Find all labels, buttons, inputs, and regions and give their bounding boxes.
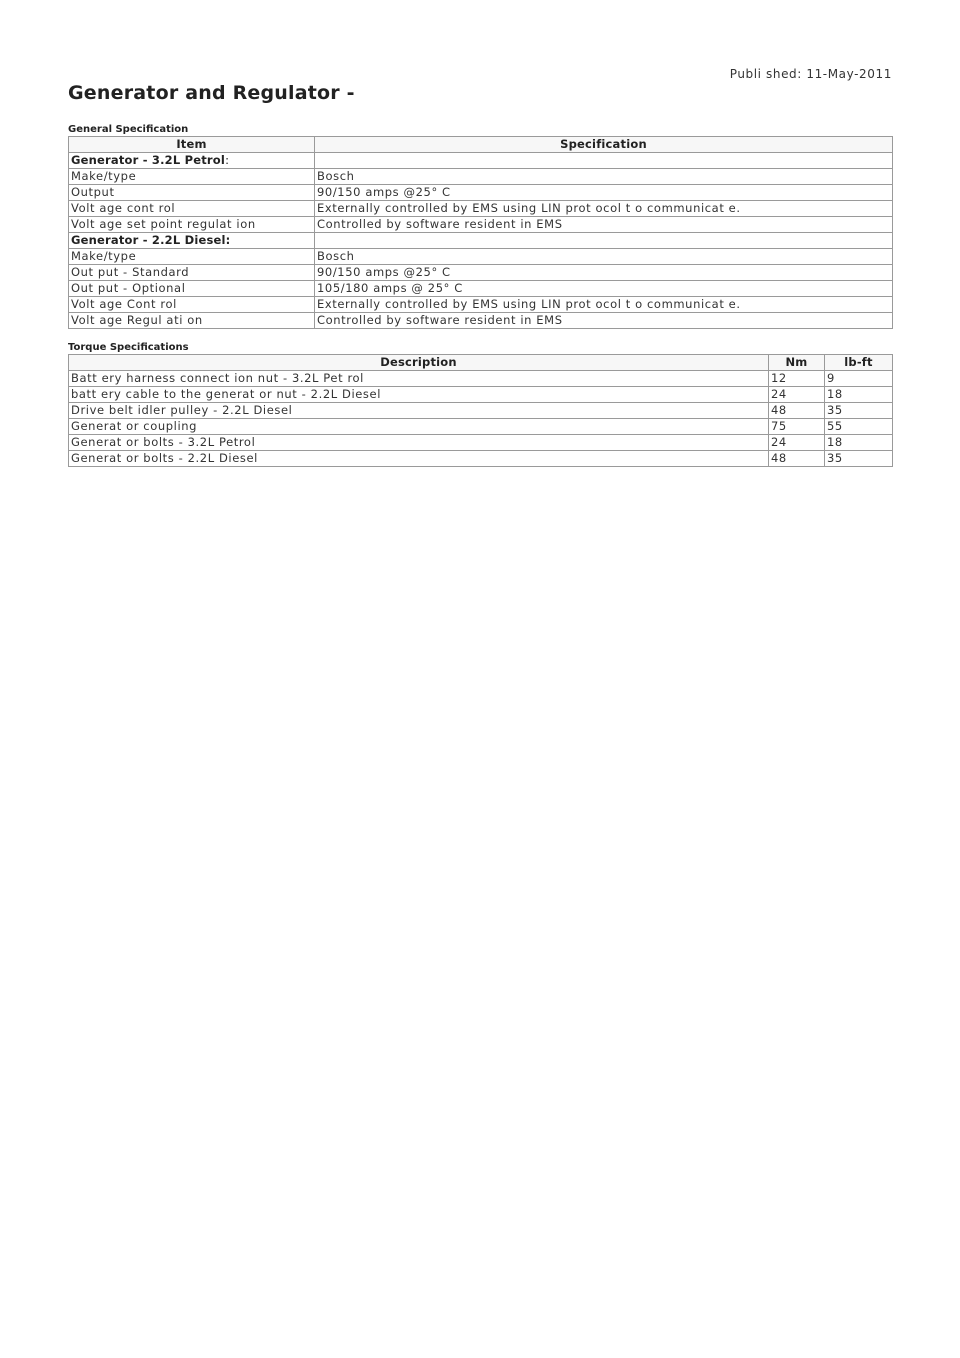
item-cell: Out put - Optional	[69, 281, 315, 297]
table-row	[69, 313, 893, 329]
group-header-row	[69, 233, 893, 249]
table-row	[69, 435, 893, 451]
item-cell: Out put - Standard	[69, 265, 315, 281]
nm-cell: 24	[769, 435, 825, 451]
item-cell: Make/type	[69, 249, 315, 265]
table-header-row	[69, 355, 893, 371]
table-row	[69, 169, 893, 185]
description-cell: Drive belt idler pulley - 2.2L Diesel	[69, 403, 769, 419]
specification-cell: Controlled by software resident in EMS	[315, 313, 893, 329]
table-row	[69, 249, 893, 265]
nm-cell: 48	[769, 403, 825, 419]
group-empty-cell	[315, 153, 893, 169]
description-cell: batt ery cable to the generat or nut - 2.2L Diesel	[69, 387, 769, 403]
lb-ft-cell: 35	[825, 451, 893, 467]
general-specification-heading: General Specification	[68, 124, 189, 135]
group-label-suffix: :	[225, 153, 230, 167]
table-row	[69, 371, 893, 387]
table-row	[69, 201, 893, 217]
column-header-description: Description	[69, 355, 769, 371]
description-cell: Batt ery harness connect ion nut - 3.2L Pet rol	[69, 371, 769, 387]
nm-cell: 12	[769, 371, 825, 387]
column-header-nm: Nm	[769, 355, 825, 371]
column-header-lb-ft: lb-ft	[825, 355, 893, 371]
nm-cell: 48	[769, 451, 825, 467]
specification-cell: Bosch	[315, 249, 893, 265]
general-specification-table	[68, 136, 893, 329]
item-cell: Volt age Regul ati on	[69, 313, 315, 329]
torque-specifications-heading: Torque Specifications	[68, 342, 189, 353]
specification-cell: Controlled by software resident in EMS	[315, 217, 893, 233]
lb-ft-cell: 35	[825, 403, 893, 419]
item-cell: Volt age Cont rol	[69, 297, 315, 313]
nm-cell: 24	[769, 387, 825, 403]
specification-cell: Externally controlled by EMS using LIN prot ocol t o communicat e.	[315, 297, 893, 313]
lb-ft-cell: 18	[825, 387, 893, 403]
group-label	[69, 153, 315, 169]
description-cell: Generat or bolts - 2.2L Diesel	[69, 451, 769, 467]
page-title: Generator and Regulator -	[68, 82, 355, 104]
specification-cell: 90/150 amps @25° C	[315, 185, 893, 201]
item-cell: Output	[69, 185, 315, 201]
column-header-item: Item	[69, 137, 315, 153]
lb-ft-cell: 9	[825, 371, 893, 387]
description-cell: Generat or coupling	[69, 419, 769, 435]
specification-cell: Externally controlled by EMS using LIN prot ocol t o communicat e.	[315, 201, 893, 217]
table-row	[69, 403, 893, 419]
table-row	[69, 281, 893, 297]
group-label	[69, 233, 315, 249]
lb-ft-cell: 55	[825, 419, 893, 435]
column-header-specification: Specification	[315, 137, 893, 153]
table-row	[69, 387, 893, 403]
specification-cell: Bosch	[315, 169, 893, 185]
specification-cell: 105/180 amps @ 25° C	[315, 281, 893, 297]
group-empty-cell	[315, 233, 893, 249]
item-cell: Volt age cont rol	[69, 201, 315, 217]
nm-cell: 75	[769, 419, 825, 435]
torque-specifications-table	[68, 354, 893, 467]
table-row	[69, 297, 893, 313]
description-cell: Generat or bolts - 3.2L Petrol	[69, 435, 769, 451]
lb-ft-cell: 18	[825, 435, 893, 451]
table-header-row	[69, 137, 893, 153]
item-cell: Volt age set point regulat ion	[69, 217, 315, 233]
table-row	[69, 265, 893, 281]
table-row	[69, 217, 893, 233]
published-date: Publi shed: 11-May-2011	[729, 67, 892, 81]
table-row	[69, 419, 893, 435]
group-label-text: Generator - 2.2L Diesel:	[71, 233, 231, 247]
item-cell: Make/type	[69, 169, 315, 185]
group-header-row	[69, 153, 893, 169]
table-row	[69, 185, 893, 201]
group-label-text: Generator - 3.2L Petrol	[71, 153, 226, 167]
specification-cell: 90/150 amps @25° C	[315, 265, 893, 281]
table-row	[69, 451, 893, 467]
